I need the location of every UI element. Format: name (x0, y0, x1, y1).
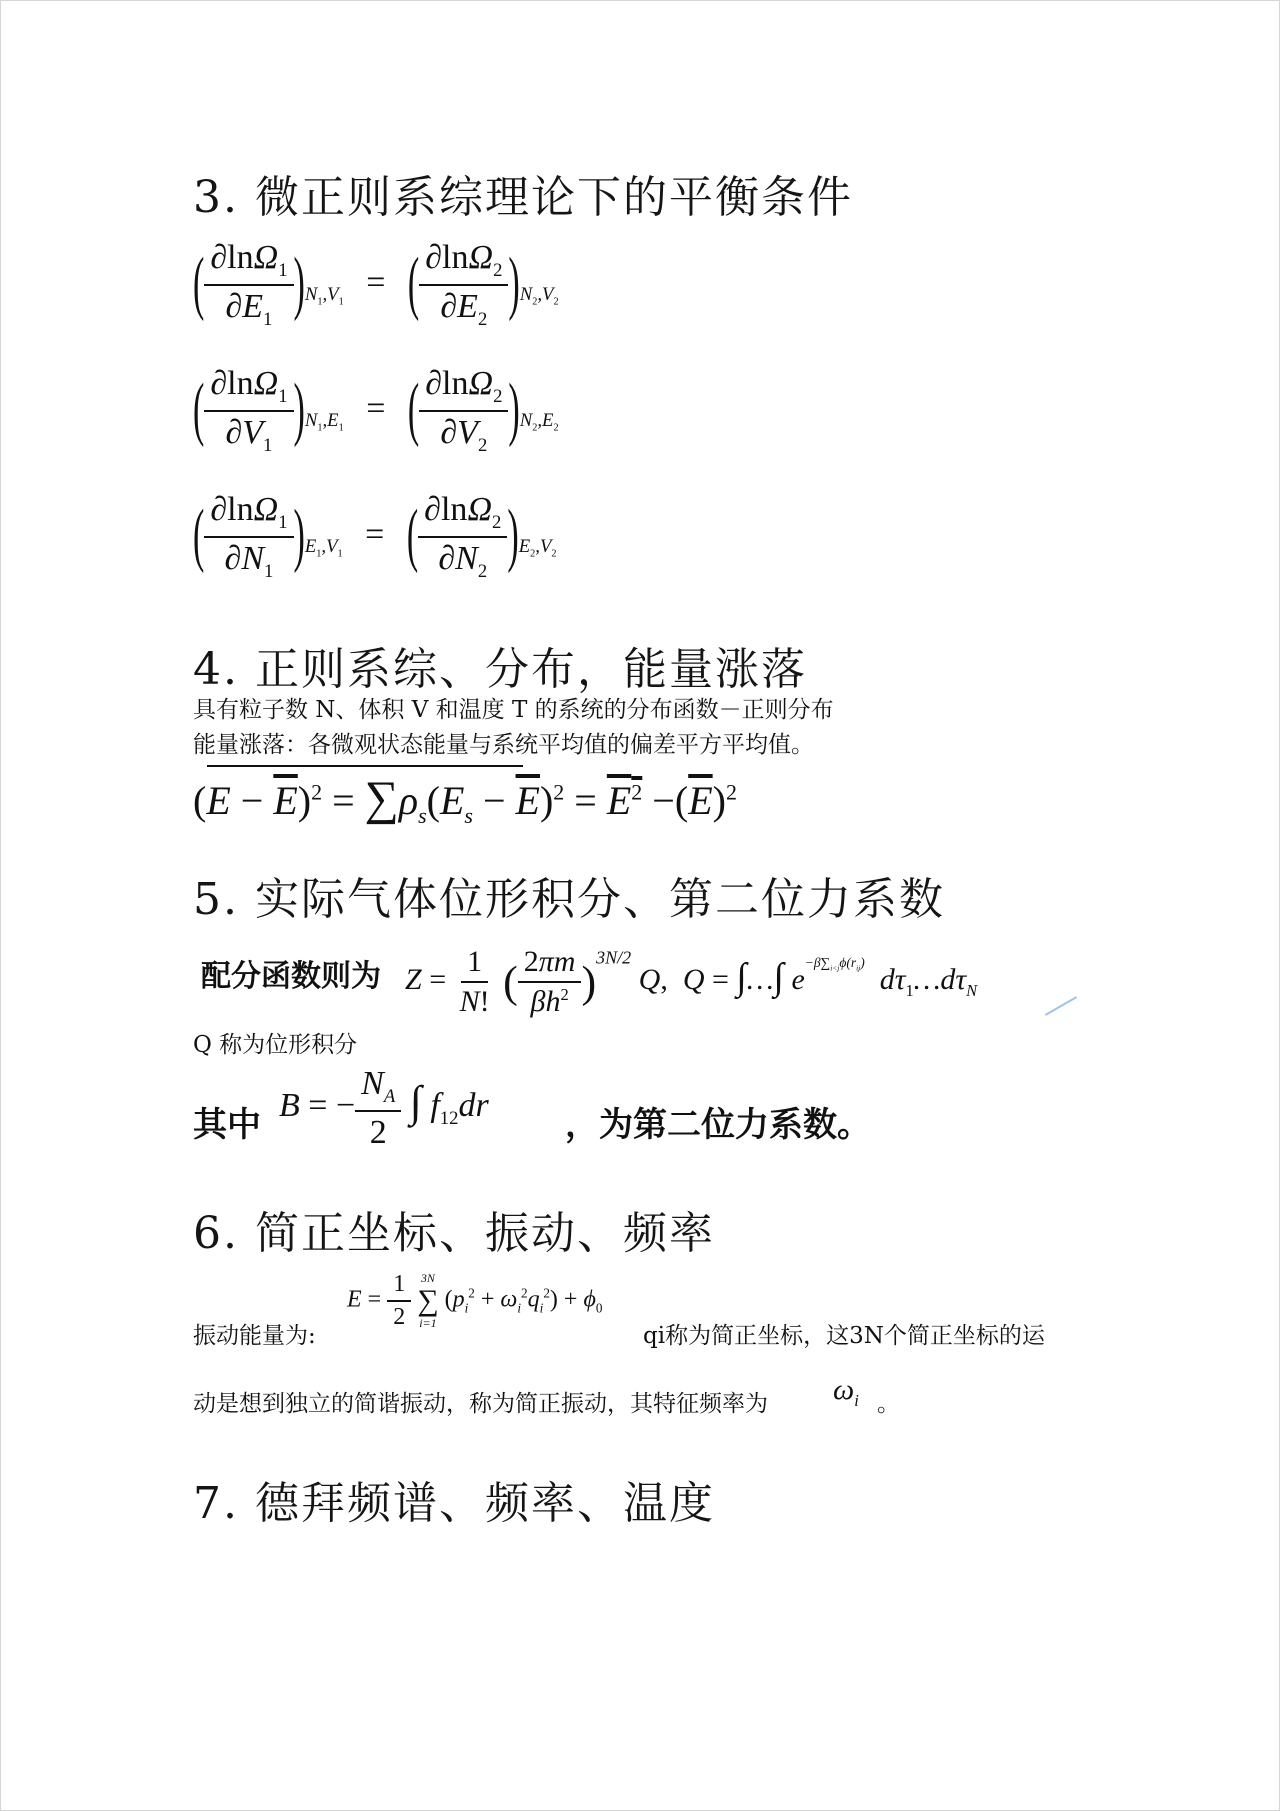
sentence-end: 。 (877, 1391, 900, 1417)
overline-bar (207, 765, 523, 767)
equation-temperature-equilibrium: ( $\frac{\partial\ln\Omega_1}{\partial E_1}$ )$_{N_1,V_1}$ = ( $\frac{\partial\ln\Omega_2}{\partial E_2}$ )$_{N_2,V_2}$ (193, 239, 559, 330)
equation-pressure-equilibrium: ( $\frac{\partial\ln\Omega_1}{\partial V_1}$ )$_{N_1,E_1}$ = ( $\frac{\partial\ln\Omega_2}{\partial V_2}$ )$_{N_2,E_2}$ (193, 365, 559, 456)
partition-function-row (193, 939, 1093, 1039)
section-7-heading: 7. 德拜频谱、频率、温度 (193, 1478, 715, 1529)
partition-formula: Z = $\frac{1}{N!}$ ( $\frac{2\pi m}{\beta h^2}$ )$^{3N/2}$ Q, Q = ∫…∫ $e^{-\beta\sum_{i<j}\phi(r_{ij})}$ $d\tau_1\dots d\tau_N$ (405, 945, 978, 1018)
configuration-integral-note: Q 称为位形积分 (193, 1032, 358, 1058)
canonical-distribution-text: 具有粒子数 N、体积 V 和温度 T 的系统的分布函数－正则分布 (193, 697, 834, 723)
section-6-heading: 6. 简正坐标、振动、频率 (193, 1208, 715, 1259)
omega-symbol: $\omega_i$ (833, 1373, 859, 1410)
vibration-energy-formula: E = $\frac{1}{2}$ 3N ∑ i=1 $(p_i^2 + \omega_i^2q_i^2) + \phi_0$ (347, 1271, 603, 1330)
virial-coefficient-row (193, 1063, 913, 1155)
equation-chemical-equilibrium: ( $\frac{\partial\ln\Omega_1}{\partial N_1}$ )$_{E_1,V_1}$ = ( $\frac{\partial\ln\Omega_2}{\partial N_2}$ )$_{E_2,V_2}$ (193, 491, 557, 582)
section-5-heading: 5. 实际气体位形积分、第二位力系数 (193, 874, 945, 925)
fluctuation-equation (193, 763, 813, 851)
section-3-heading: 3. 微正则系综理论下的平衡条件 (193, 172, 853, 223)
partition-label: 配分函数则为 (201, 959, 381, 994)
virial-suffix: ，为第二位力系数。 (565, 1105, 871, 1145)
virial-prefix: 其中 (193, 1105, 261, 1145)
normal-vibration-row (193, 1373, 1093, 1429)
fluctuation-formula: $(E - \overline{E})^2 = \sum\rho_s(E_s - \overline{E})^2 = E^2 -(\overline{E})^2$ (193, 772, 737, 828)
section-4-heading: 4. 正则系综、分布，能量涨落 (193, 644, 807, 695)
normal-coordinate-text: qi称为简正坐标，这3N个简正坐标的运 (643, 1323, 1045, 1349)
vibration-energy-label: 振动能量为: (193, 1323, 316, 1349)
vibration-energy-row (193, 1267, 1093, 1347)
decorative-stroke (1045, 996, 1077, 1016)
virial-formula: B = − $\frac{N_A}{2}$ ∫ $f_{12}dr$ (279, 1065, 489, 1151)
energy-fluctuation-text: 能量涨落：各微观状态能量与系统平均值的偏差平方平均值。 (193, 732, 814, 758)
normal-vibration-text: 动是想到独立的简谐振动，称为简正振动，其特征频率为 (193, 1391, 768, 1417)
